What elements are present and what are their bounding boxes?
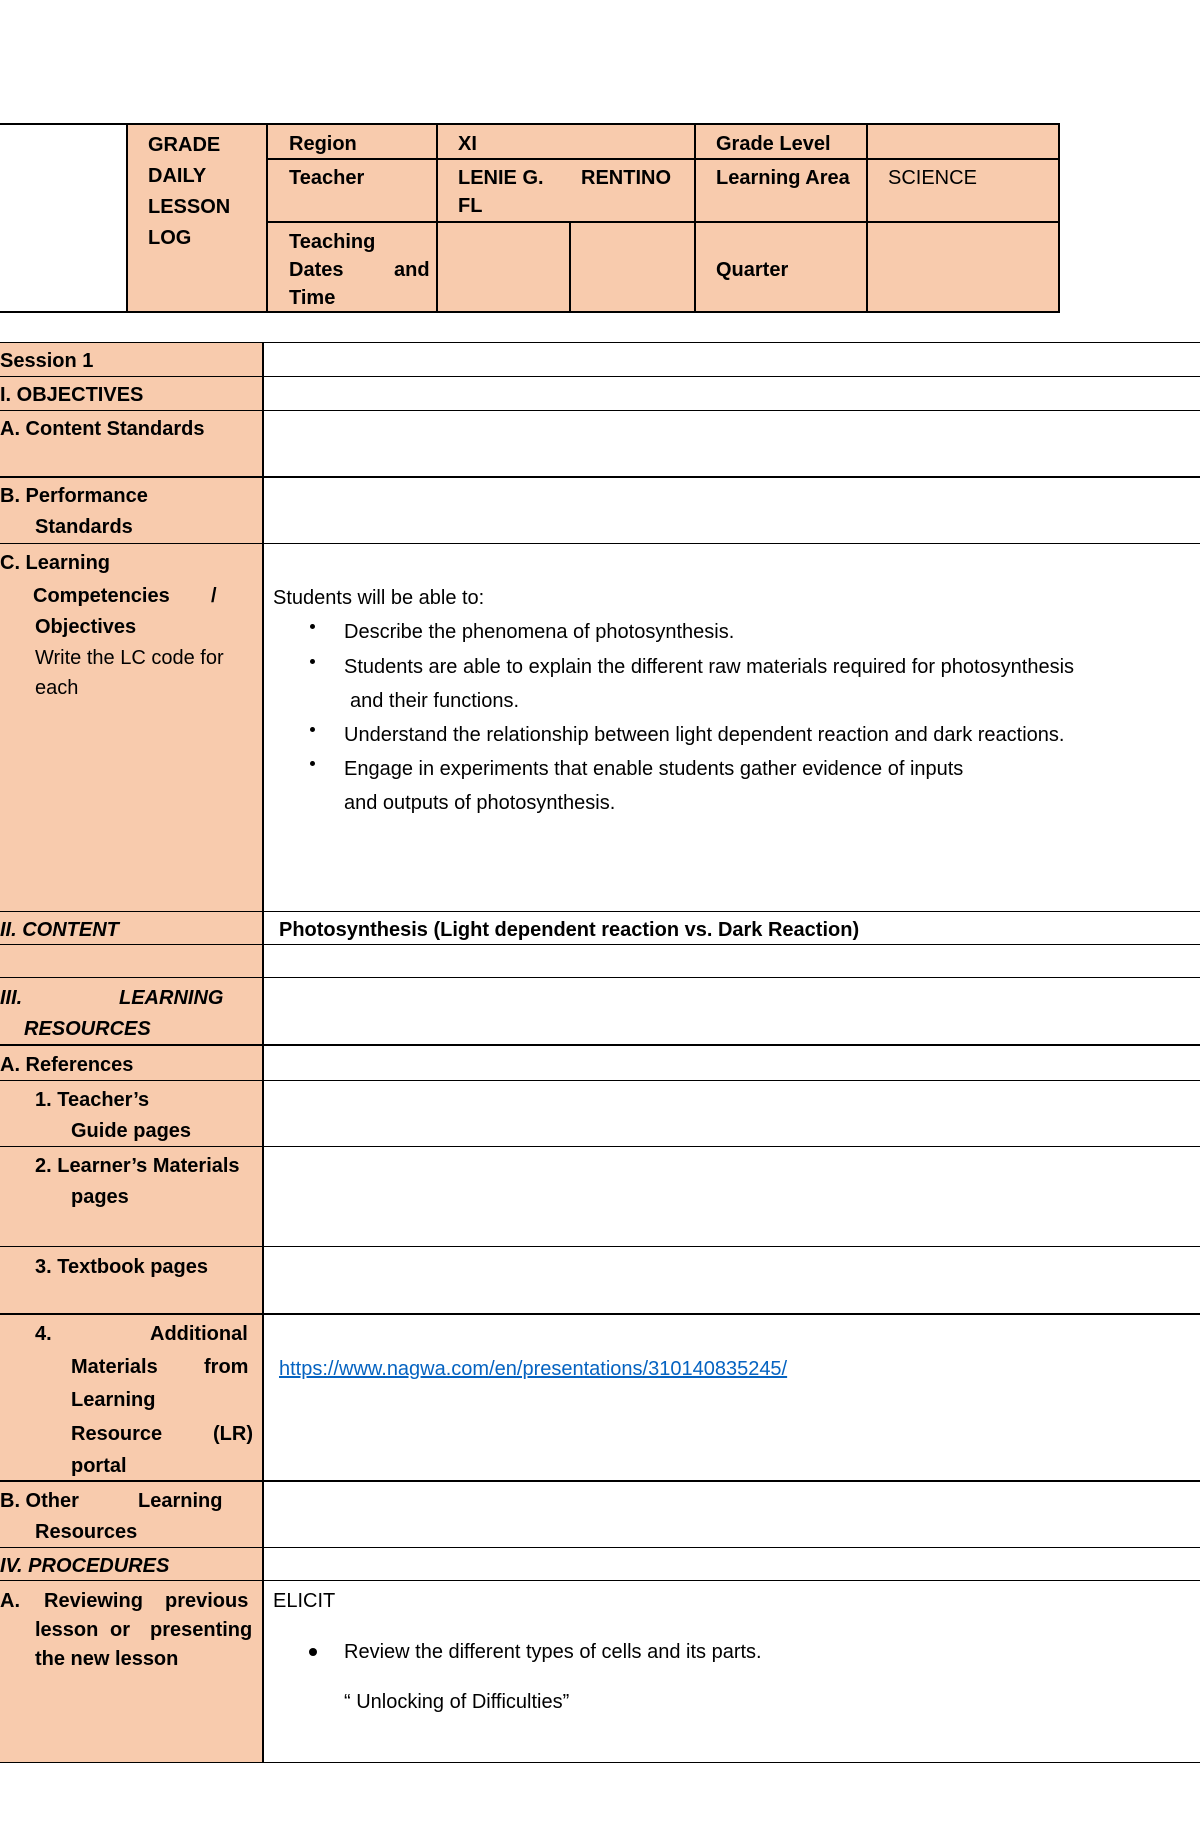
review-label: A. — [0, 1590, 20, 1612]
header-divider — [267, 221, 1059, 223]
header-divider — [436, 123, 438, 313]
lr-portal-link[interactable]: https://www.nagwa.com/en/presentations/310140835245/ — [279, 1358, 788, 1380]
additional-materials-label: portal — [71, 1455, 127, 1477]
objective-item: and their functions. — [350, 690, 519, 712]
teacher-value: RENTINO — [581, 167, 671, 189]
learning-resources-heading: LEARNING — [119, 987, 224, 1009]
learning-area-value: SCIENCE — [888, 167, 977, 189]
content-label: II. CONTENT — [0, 919, 119, 941]
review-label: lesson — [35, 1619, 99, 1641]
objectives-intro: Students will be able to: — [273, 587, 485, 609]
bullet-icon — [310, 727, 315, 732]
learning-competencies-label: Objectives — [35, 616, 137, 638]
other-resources-label: Resources — [35, 1521, 138, 1543]
row-divider — [0, 911, 1200, 912]
learning-area-label: Learning Area — [716, 167, 850, 189]
row-divider — [0, 543, 1200, 544]
review-label: previous — [165, 1590, 249, 1612]
content-value: Photosynthesis (Light dependent reaction vs. Dark Reaction) — [279, 919, 860, 941]
teachers-guide-label: 1. Teacher’s — [35, 1089, 150, 1111]
quarter-label: Quarter — [716, 259, 789, 281]
region-value: XI — [458, 133, 477, 155]
objective-item: Students are able to explain the different raw materials required for photosynthesis — [344, 656, 1075, 678]
teacher-value: LENIE G. — [458, 167, 544, 189]
teaching-dates-label: Time — [289, 287, 336, 309]
row-divider — [0, 1080, 1200, 1081]
content-standards-label: A. Content Standards — [0, 418, 205, 440]
additional-materials-label: (LR) — [213, 1423, 253, 1445]
lc-code-note: each — [35, 677, 79, 699]
teaching-dates-label: and — [394, 259, 430, 281]
header-divider — [866, 123, 868, 313]
bullet-icon — [310, 624, 315, 629]
objective-item: Describe the phenomena of photosynthesis. — [344, 621, 735, 643]
bullet-icon — [310, 659, 315, 664]
teaching-dates-label: Teaching — [289, 231, 376, 253]
row-divider — [0, 1480, 1200, 1482]
references-label: A. References — [0, 1054, 134, 1076]
additional-materials-label: Materials — [71, 1356, 158, 1378]
row-divider — [0, 1580, 1200, 1581]
header-divider — [569, 222, 571, 313]
performance-standards-label: B. Performance — [0, 485, 148, 507]
additional-materials-label: Resource — [71, 1423, 163, 1445]
other-resources-label: Learning — [138, 1490, 223, 1512]
header-divider — [694, 123, 696, 313]
bullet-icon — [310, 761, 315, 766]
learners-materials-label: pages — [71, 1186, 129, 1208]
row-divider — [0, 1547, 1200, 1548]
textbook-pages-label: 3. Textbook pages — [35, 1256, 209, 1278]
teaching-dates-label: Dates — [289, 259, 344, 281]
other-resources-label: B. Other — [0, 1490, 79, 1512]
learning-resources-heading: III. — [0, 987, 23, 1009]
row-divider — [0, 1246, 1200, 1247]
row-divider — [0, 410, 1200, 411]
teachers-guide-label: Guide pages — [71, 1120, 192, 1142]
learning-competencies-label: C. Learning — [0, 552, 111, 574]
row-divider — [0, 342, 1200, 343]
learning-resources-heading: RESOURCES — [24, 1018, 151, 1040]
additional-materials-label: from — [204, 1356, 249, 1378]
review-item: Review the different types of cells and its parts. — [344, 1641, 762, 1663]
row-divider — [0, 1044, 1200, 1046]
teacher-label: Teacher — [289, 167, 365, 189]
gdll-line: LOG — [148, 227, 192, 249]
review-label: presenting — [150, 1619, 253, 1641]
row-divider — [0, 376, 1200, 377]
performance-standards-label: Standards — [35, 516, 133, 538]
header-divider — [126, 123, 128, 313]
grade-level-label: Grade Level — [716, 133, 831, 155]
row-divider — [0, 1313, 1200, 1315]
session-label: Session 1 — [0, 350, 94, 372]
procedures-heading: IV. PROCEDURES — [0, 1555, 170, 1577]
row-divider — [0, 1762, 1200, 1763]
additional-materials-label: Learning — [71, 1389, 156, 1411]
objective-item: Understand the relationship between light dependent reaction and dark reactions. — [344, 724, 1065, 746]
objectives-heading: I. OBJECTIVES — [0, 384, 144, 406]
review-label: the new lesson — [35, 1648, 179, 1670]
teacher-value: FL — [458, 195, 483, 217]
gdll-line: LESSON — [148, 196, 231, 218]
unlocking-difficulties: “ Unlocking of Difficulties” — [344, 1691, 570, 1713]
objective-item: Engage in experiments that enable students gather evidence of inputs — [344, 758, 964, 780]
row-divider — [0, 476, 1200, 478]
header-divider — [267, 158, 1059, 160]
learners-materials-label: 2. Learner’s Materials — [35, 1155, 240, 1177]
objective-item: and outputs of photosynthesis. — [344, 792, 616, 814]
gdll-line: GRADE — [148, 134, 221, 156]
elicit-label: ELICIT — [273, 1590, 336, 1612]
row-divider — [0, 977, 1200, 978]
review-label: or — [110, 1619, 130, 1641]
bullet-icon — [309, 1648, 317, 1656]
additional-materials-label: 4. — [35, 1323, 52, 1345]
learning-competencies-label: Competencies — [33, 585, 170, 607]
review-label: Reviewing — [44, 1590, 143, 1612]
gdll-line: DAILY — [148, 165, 207, 187]
additional-materials-label: Additional — [150, 1323, 248, 1345]
column-divider — [262, 342, 264, 1763]
learning-competencies-label: / — [211, 585, 217, 607]
lc-code-note: Write the LC code for — [35, 647, 224, 669]
header-divider — [266, 123, 268, 313]
gdll-title — [148, 130, 230, 254]
region-label: Region — [289, 133, 357, 155]
